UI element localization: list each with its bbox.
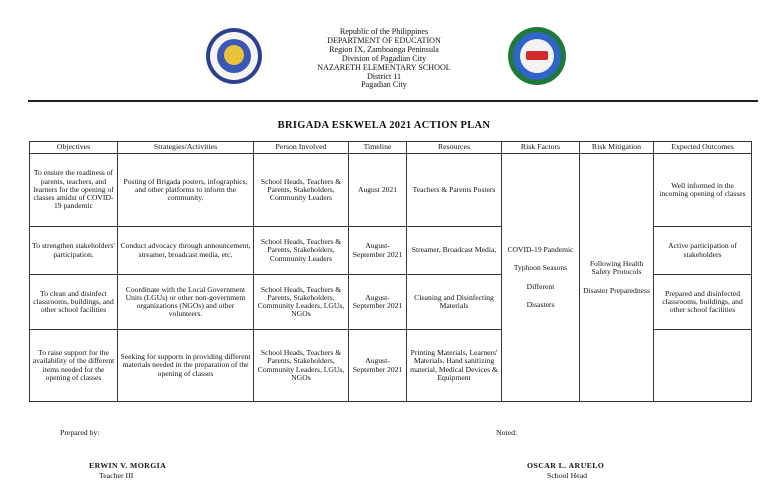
action-plan-table [29,141,752,402]
preparer-title: Teacher III [99,471,134,480]
persons-cell: School Heads, Teachers & Parents, Stakeholders, Community Leaders, LGUs, NGOs [254,330,349,402]
objective-cell: To ensure the readiness of parents, teachers, and learners for the opening of classes amidst of COVID-19 pandemic [30,154,118,227]
strategy-cell: Seeking for supports in providing different materials needed in the preparation of the opening of classes [118,330,254,402]
noter-name: OSCAR L. ARUELO [527,461,605,470]
column-header-risk-factors: Risk Factors [502,142,580,154]
header-line-region: Region IX, Zamboanga Peninsula [329,44,439,54]
noter-title: School Head [547,471,588,480]
prepared-by-label: Prepared by: [60,428,100,437]
timeline-cell: August-September 2021 [349,227,407,275]
page-title: BRIGADA ESKWELA 2021 ACTION PLAN [277,120,491,131]
preparer-name: ERWIN V. MORGIA [89,461,167,470]
risk-factors-cell [502,154,580,402]
deped-seal [206,28,262,84]
risk-factor: Disasters [526,299,555,309]
column-header-expected-outcomes: Expected Outcomes [654,142,752,154]
column-header-persons: Person Involved [254,142,349,154]
table-row [30,154,752,227]
header-line-city: Pagadian City [361,80,407,90]
timeline-cell: August-September 2021 [349,275,407,330]
header-line-republic: Republic of the Philippines [339,27,429,36]
resources-cell: Printing Materials, Learners' Materials, Hand sanitizing material, Medical Devices & Equipment [407,330,502,402]
persons-cell: School Heads, Teachers & Parents, Stakeholders, Community Leaders [254,154,349,227]
column-header-risk-mitigation: Risk Mitigation [580,142,654,154]
risk-factor: Typhoon Seasons [513,263,568,273]
timeline-cell: August-September 2021 [349,330,407,402]
resources-cell: Streamer, Broadcast Media, [407,227,502,275]
header-line-district: District 11 [366,71,402,81]
header-line-division: Division of Pagadian City [341,53,427,63]
column-header-timeline: Timeline [349,142,407,154]
strategy-cell: Posting of Brigada posters, infographics, and other platforms to inform the community. [118,154,254,227]
resources-cell: Teachers & Parents Posters [407,154,502,227]
table-header-row [30,142,752,154]
outcome-cell: Prepared and disinfected classrooms, buildings, and other school facilities [654,275,752,330]
objective-cell: To clean and disinfect classrooms, buildings, and other school facilities [30,275,118,330]
outcome-cell: Active participation of stakeholders [654,227,752,275]
objective-cell: To raise support for the availability of the different items needed for the opening of classes [30,330,118,402]
header-line-department: DEPARTMENT OF EDUCATION [327,35,441,45]
timeline-cell: August 2021 [349,154,407,227]
header-divider [28,100,758,102]
header-line-school: NAZARETH ELEMENTARY SCHOOL [317,62,451,72]
school-seal [508,27,566,85]
outcome-cell: Well informed in the incoming opening of classes [654,154,752,227]
strategy-cell: Coordinate with the Local Government Units (LGUs) or other non-government organizations (NGOs) and other volunteers. [118,275,254,330]
column-header-objectives: Objectives [30,142,118,154]
risk-factor: COVID-19 Pandemic [507,245,574,255]
risk-mitigation-item: Following Health Safety Protocols [589,259,644,277]
risk-factor: Different [526,281,555,291]
persons-cell: School Heads, Teachers & Parents, Stakeholders, Community Leaders [254,227,349,275]
column-header-resources: Resources [407,142,502,154]
persons-cell: School Heads, Teachers & Parents, Stakeholders, Community Leaders, LGUs, NGOs [254,275,349,330]
outcome-cell [654,330,752,402]
risk-mitigation-item: Disaster Preparedness [583,285,650,295]
strategy-cell: Conduct advocacy through announcement, streamer, broadcast media, etc. [118,227,254,275]
risk-mitigation-cell [580,154,654,402]
noted-label: Noted: [496,428,518,437]
objective-cell: To strengthen stakeholders' participation. [30,227,118,275]
column-header-strategies: Strategies/Activities [118,142,254,154]
resources-cell: Cleaning and Disinfecting Materials [407,275,502,330]
letterhead [270,28,498,90]
